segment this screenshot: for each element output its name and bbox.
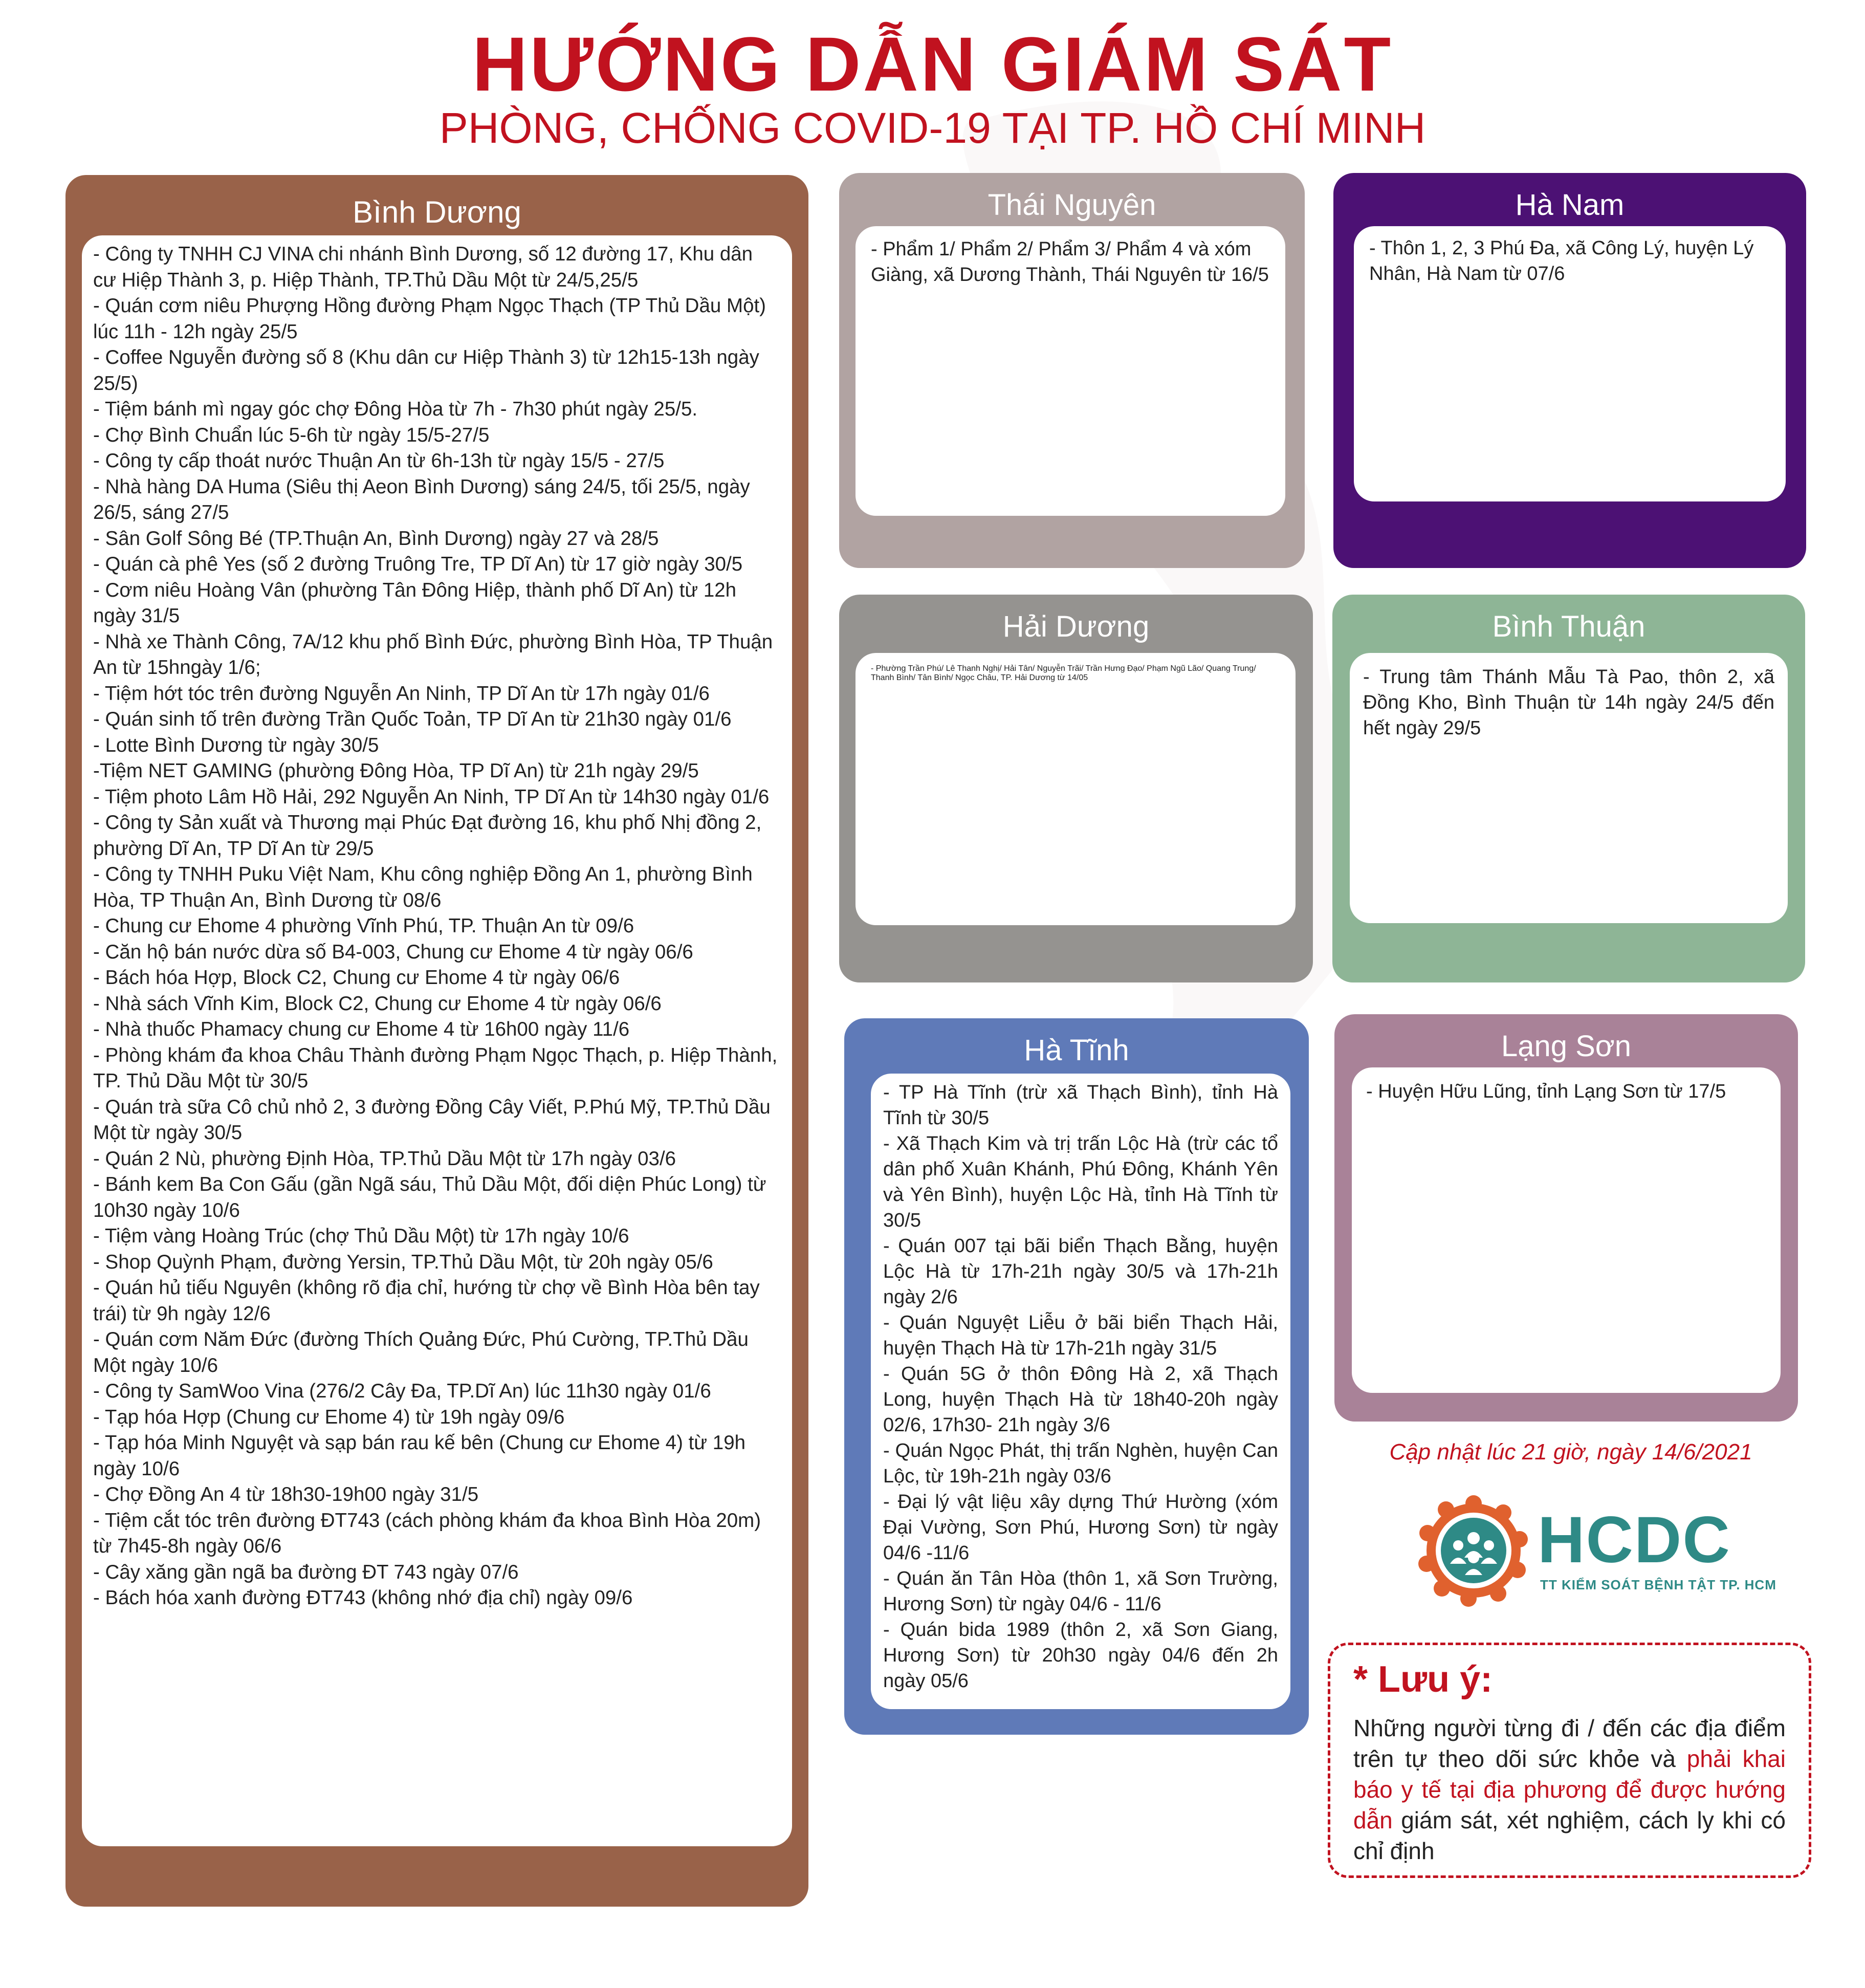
location-item: - Trung tâm Thánh Mẫu Tà Pao, thôn 2, xã Đồng Kho, Bình Thuận từ 14h ngày 24/5 đến hết ngày 29/5 [1363, 666, 1774, 739]
panel-binh-duong [65, 175, 808, 1907]
logo-text: HCDC [1538, 1503, 1731, 1577]
location-item: - Quán bida 1989 (thôn 2, xã Sơn Giang, Hương Sơn) từ 20h30 ngày 04/6 đến 2h ngày 05/6 [883, 1619, 1278, 1692]
panel-title-ha-nam: Hà Nam [1515, 188, 1625, 222]
panel-thai-nguyen [839, 173, 1305, 568]
location-list-hai-duong [871, 664, 1280, 683]
location-item: - Công ty Sản xuất và Thương mại Phúc Đạt đường 16, khu phố Nhị đồng 2, phường Dĩ An, TP Dĩ An từ 29/5 [93, 812, 762, 860]
location-item: - Bách hóa Hợp, Block C2, Chung cư Ehome 4 từ ngày 06/6 [93, 967, 620, 989]
location-item: - Quán sinh tố trên đường Trần Quốc Toản, TP Dĩ An từ 21h30 ngày 01/6 [93, 708, 732, 730]
location-item: - Nhà thuốc Phamacy chung cư Ehome 4 từ 16h00 ngày 11/6 [93, 1018, 630, 1040]
location-item: - Đại lý vật liệu xây dựng Thứ Hường (xóm Đại Vường, Sơn Phú, Hương Sơn) từ ngày 04/6 -11/6 [883, 1491, 1278, 1564]
location-list-ha-tinh [883, 1080, 1278, 1694]
location-item: - Phẩm 1/ Phẩm 2/ Phẩm 3/ Phẩm 4 và xóm Giàng, xã Dương Thành, Thái Nguyên từ 16/5 [871, 238, 1269, 286]
location-item: - Chợ Đồng An 4 từ 18h30-19h00 ngày 31/5 [93, 1483, 479, 1505]
location-item: - Công ty TNHH Puku Việt Nam, Khu công nghiệp Đồng An 1, phường Bình Hòa, TP Thuận An, Bình Dương từ 08/6 [93, 863, 753, 911]
panel-hai-duong [839, 595, 1313, 982]
location-item: - Cây xăng gần ngã ba đường ĐT 743 ngày 07/6 [93, 1561, 519, 1583]
panel-title-lang-son: Lạng Sơn [1501, 1030, 1632, 1063]
panel-title-hai-duong: Hải Dương [1002, 610, 1150, 643]
location-item: - Quán Nguyệt Liễu ở bãi biển Thạch Hải, huyện Thạch Hà từ 17h-21h ngày 31/5 [883, 1312, 1278, 1359]
location-item: - Phòng khám đa khoa Châu Thành đường Phạm Ngọc Thạch, p. Hiệp Thành, TP. Thủ Dầu Một từ 30/5 [93, 1044, 778, 1092]
panel-body-ha-nam [1354, 226, 1786, 501]
hcdc-logo [1417, 1494, 1852, 1612]
location-item: - Tiệm vàng Hoàng Trúc (chợ Thủ Dầu Một) từ 17h ngày 10/6 [93, 1225, 629, 1247]
panel-ha-nam [1333, 173, 1806, 568]
location-item: - Nhà sách Vĩnh Kim, Block C2, Chung cư Ehome 4 từ ngày 06/6 [93, 992, 662, 1015]
location-item: - Huyện Hữu Lũng, tỉnh Lạng Sơn từ 17/5 [1366, 1081, 1726, 1102]
location-item: - Cơm niêu Hoàng Vân (phường Tân Đông Hiệp, thành phố Dĩ An) từ 12h ngày 31/5 [93, 579, 737, 627]
location-list-lang-son [1366, 1079, 1766, 1104]
panel-title-binh-duong: Bình Dương [353, 195, 521, 229]
hcdc-people-icon [1417, 1494, 1530, 1607]
location-item: - Nhà hàng DA Huma (Siêu thị Aeon Bình Dương) sáng 24/5, tối 25/5, ngày 26/5, sáng 27/5 [93, 475, 750, 523]
location-item: - Thôn 1, 2, 3 Phú Đa, xã Công Lý, huyện Lý Nhân, Hà Nam từ 07/6 [1369, 237, 1754, 285]
location-item: -Tiệm NET GAMING (phường Đông Hòa, TP Dĩ An) từ 21h ngày 29/5 [93, 760, 699, 782]
location-item: - Căn hộ bán nước dừa số B4-003, Chung cư Ehome 4 từ ngày 06/6 [93, 941, 693, 963]
location-item: - Tiệm photo Lâm Hồ Hải, 292 Nguyễn An Ninh, TP Dĩ An từ 14h30 ngày 01/6 [93, 785, 770, 808]
panel-body-lang-son [1352, 1067, 1781, 1393]
page-title: HƯỚNG DẪN GIÁM SÁT [472, 21, 1393, 107]
panel-body-thai-nguyen [855, 226, 1285, 516]
location-item: - TP Hà Tĩnh (trừ xã Thạch Bình), tỉnh Hà Tĩnh từ 30/5 [883, 1082, 1278, 1129]
panel-ha-tinh [844, 1018, 1309, 1735]
location-item: - Tiệm bánh mì ngay góc chợ Đông Hòa từ 7h - 7h30 phút ngày 25/5. [93, 398, 698, 420]
location-item: - Quán ăn Tân Hòa (thôn 1, xã Sơn Trường, Hương Sơn) từ ngày 04/6 - 11/6 [883, 1568, 1278, 1615]
panel-binh-thuan [1332, 595, 1805, 982]
location-item: - Tạp hóa Minh Nguyệt và sạp bán rau kế bên (Chung cư Ehome 4) từ 19h ngày 10/6 [93, 1432, 746, 1480]
location-item: - Quán cơm niêu Phượng Hồng đường Phạm Ngọc Thạch (TP Thủ Dầu Một) lúc 11h - 12h ngày 25/5 [93, 295, 766, 343]
location-item: - Sân Golf Sông Bé (TP.Thuận An, Bình Dương) ngày 27 và 28/5 [93, 527, 659, 550]
location-item: - Tạp hóa Hợp (Chung cư Ehome 4) từ 19h ngày 09/6 [93, 1406, 565, 1428]
location-item: - Xã Thạch Kim và trị trấn Lộc Hà (trừ các tổ dân phố Xuân Khánh, Phú Đông, Khánh Yên và Yên Bình), huyện Lộc Hà, tỉnh Hà Tĩnh từ 30/5 [883, 1133, 1278, 1231]
location-item: - Công ty cấp thoát nước Thuận An từ 6h-13h từ ngày 15/5 - 27/5 [93, 450, 665, 472]
location-item: - Chợ Bình Chuẩn lúc 5-6h từ ngày 15/5-27/5 [93, 424, 490, 446]
location-item: - Chung cư Ehome 4 phường Vĩnh Phú, TP. Thuận An từ 09/6 [93, 915, 634, 937]
location-item: - Công ty TNHH CJ VINA chi nhánh Bình Dương, số 12 đường 17, Khu dân cư Hiệp Thành 3, p. Hiệp Thành, TP.Thủ Dầu Một từ 24/5,25/5 [93, 243, 753, 291]
panel-title-thai-nguyen: Thái Nguyên [988, 188, 1156, 222]
update-timestamp: Cập nhật lúc 21 giờ, ngày 14/6/2021 [1389, 1439, 1752, 1465]
location-item: - Lotte Bình Dương từ ngày 30/5 [93, 734, 379, 756]
location-item: - Quán 2 Nù, phường Định Hòa, TP.Thủ Dầu Một từ 17h ngày 03/6 [93, 1147, 676, 1170]
location-item: - Quán Ngọc Phát, thị trấn Nghèn, huyện Can Lộc, từ 19h-21h ngày 03/6 [883, 1440, 1278, 1487]
location-item: - Nhà xe Thành Công, 7A/12 khu phố Bình Đức, phường Bình Hòa, TP Thuận An từ 15hngày 1/6; [93, 630, 773, 679]
location-item: - Công ty SamWoo Vina (276/2 Cây Đa, TP.Dĩ An) lúc 11h30 ngày 01/6 [93, 1380, 711, 1402]
panel-body-binh-thuan [1350, 653, 1788, 923]
location-list-binh-thuan [1363, 664, 1774, 741]
location-item: - Quán cà phê Yes (số 2 đường Truông Tre, TP Dĩ An) từ 17 giờ ngày 30/5 [93, 553, 743, 575]
location-item: - Tiệm hớt tóc trên đường Nguyễn An Ninh, TP Dĩ An từ 17h ngày 01/6 [93, 682, 710, 705]
panel-body-ha-tinh [871, 1074, 1290, 1709]
note-title: * Lưu ý: [1353, 1659, 1493, 1700]
location-item: - Tiệm cắt tóc trên đường ĐT743 (cách phòng khám đa khoa Bình Hòa 20m) từ 7h45-8h ngày 06/6 [93, 1509, 761, 1557]
location-item: - Phường Trần Phú/ Lê Thanh Nghị/ Hải Tân/ Nguyễn Trãi/ Trần Hưng Đạo/ Phạm Ngũ Lão/ Quang Trung/ Thanh Bình/ Tân Bình/ Ngọc Châu, TP. Hải Dương từ 14/05 [871, 664, 1256, 682]
page-subtitle: PHÒNG, CHỐNG COVID-19 TẠI TP. HỒ CHÍ MINH [439, 104, 1426, 152]
location-item: - Quán 5G ở thôn Đông Hà 2, xã Thạch Long, huyện Thạch Hà từ 18h40-20h ngày 02/6, 17h30- 21h ngày 3/6 [883, 1363, 1278, 1436]
logo-subtitle: TT KIỂM SOÁT BỆNH TẬT TP. HCM [1540, 1577, 1776, 1592]
location-item: - Quán 007 tại bãi biển Thạch Bằng, huyện Lộc Hà từ 17h-21h ngày 30/5 và 17h-21h ngày 2/6 [883, 1235, 1278, 1308]
location-item: - Shop Quỳnh Phạm, đường Yersin, TP.Thủ Dầu Một, từ 20h ngày 05/6 [93, 1251, 713, 1273]
panel-title-binh-thuan: Bình Thuận [1492, 610, 1645, 643]
note-text [1353, 1713, 1786, 1866]
location-item: - Quán cơm Năm Đức (đường Thích Quảng Đức, Phú Cường, TP.Thủ Dầu Một ngày 10/6 [93, 1328, 749, 1377]
note-text-highlight: phải khai báo y tế tại địa phương để được hướng dẫn [1353, 1745, 1786, 1833]
location-item: - Quán hủ tiếu Nguyên (không rõ địa chỉ, hướng từ chợ về Bình Hòa bên tay trái) từ 9h ngày 12/6 [93, 1277, 760, 1325]
location-list-thai-nguyen [871, 236, 1270, 288]
note-text-part-1: Những người từng đi / đến các địa điểm trên tự theo dõi sức khỏe và [1353, 1715, 1786, 1772]
location-list-ha-nam [1369, 235, 1770, 287]
location-item: - Coffee Nguyễn đường số 8 (Khu dân cư Hiệp Thành 3) từ 12h15-13h ngày 25/5) [93, 346, 759, 395]
note-box [1328, 1643, 1811, 1878]
panel-title-ha-tinh: Hà Tĩnh [1024, 1034, 1129, 1067]
panel-body-binh-duong [82, 235, 792, 1846]
panel-body-hai-duong [855, 653, 1296, 925]
location-item: - Bánh kem Ba Con Gấu (gần Ngã sáu, Thủ Dầu Một, đối diện Phúc Long) từ 10h30 ngày 10/6 [93, 1173, 766, 1221]
note-text-part-2: giám sát, xét nghiệm, cách ly khi có chỉ định [1353, 1807, 1786, 1864]
location-item: - Quán trà sữa Cô chủ nhỏ 2, 3 đường Đồng Cây Viết, P.Phú Mỹ, TP.Thủ Dầu Một từ ngày 30/5 [93, 1096, 771, 1144]
location-item: - Bách hóa xanh đường ĐT743 (không nhớ địa chỉ) ngày 09/6 [93, 1587, 633, 1609]
location-list-binh-duong [93, 242, 781, 1611]
panel-lang-son [1334, 1014, 1798, 1422]
